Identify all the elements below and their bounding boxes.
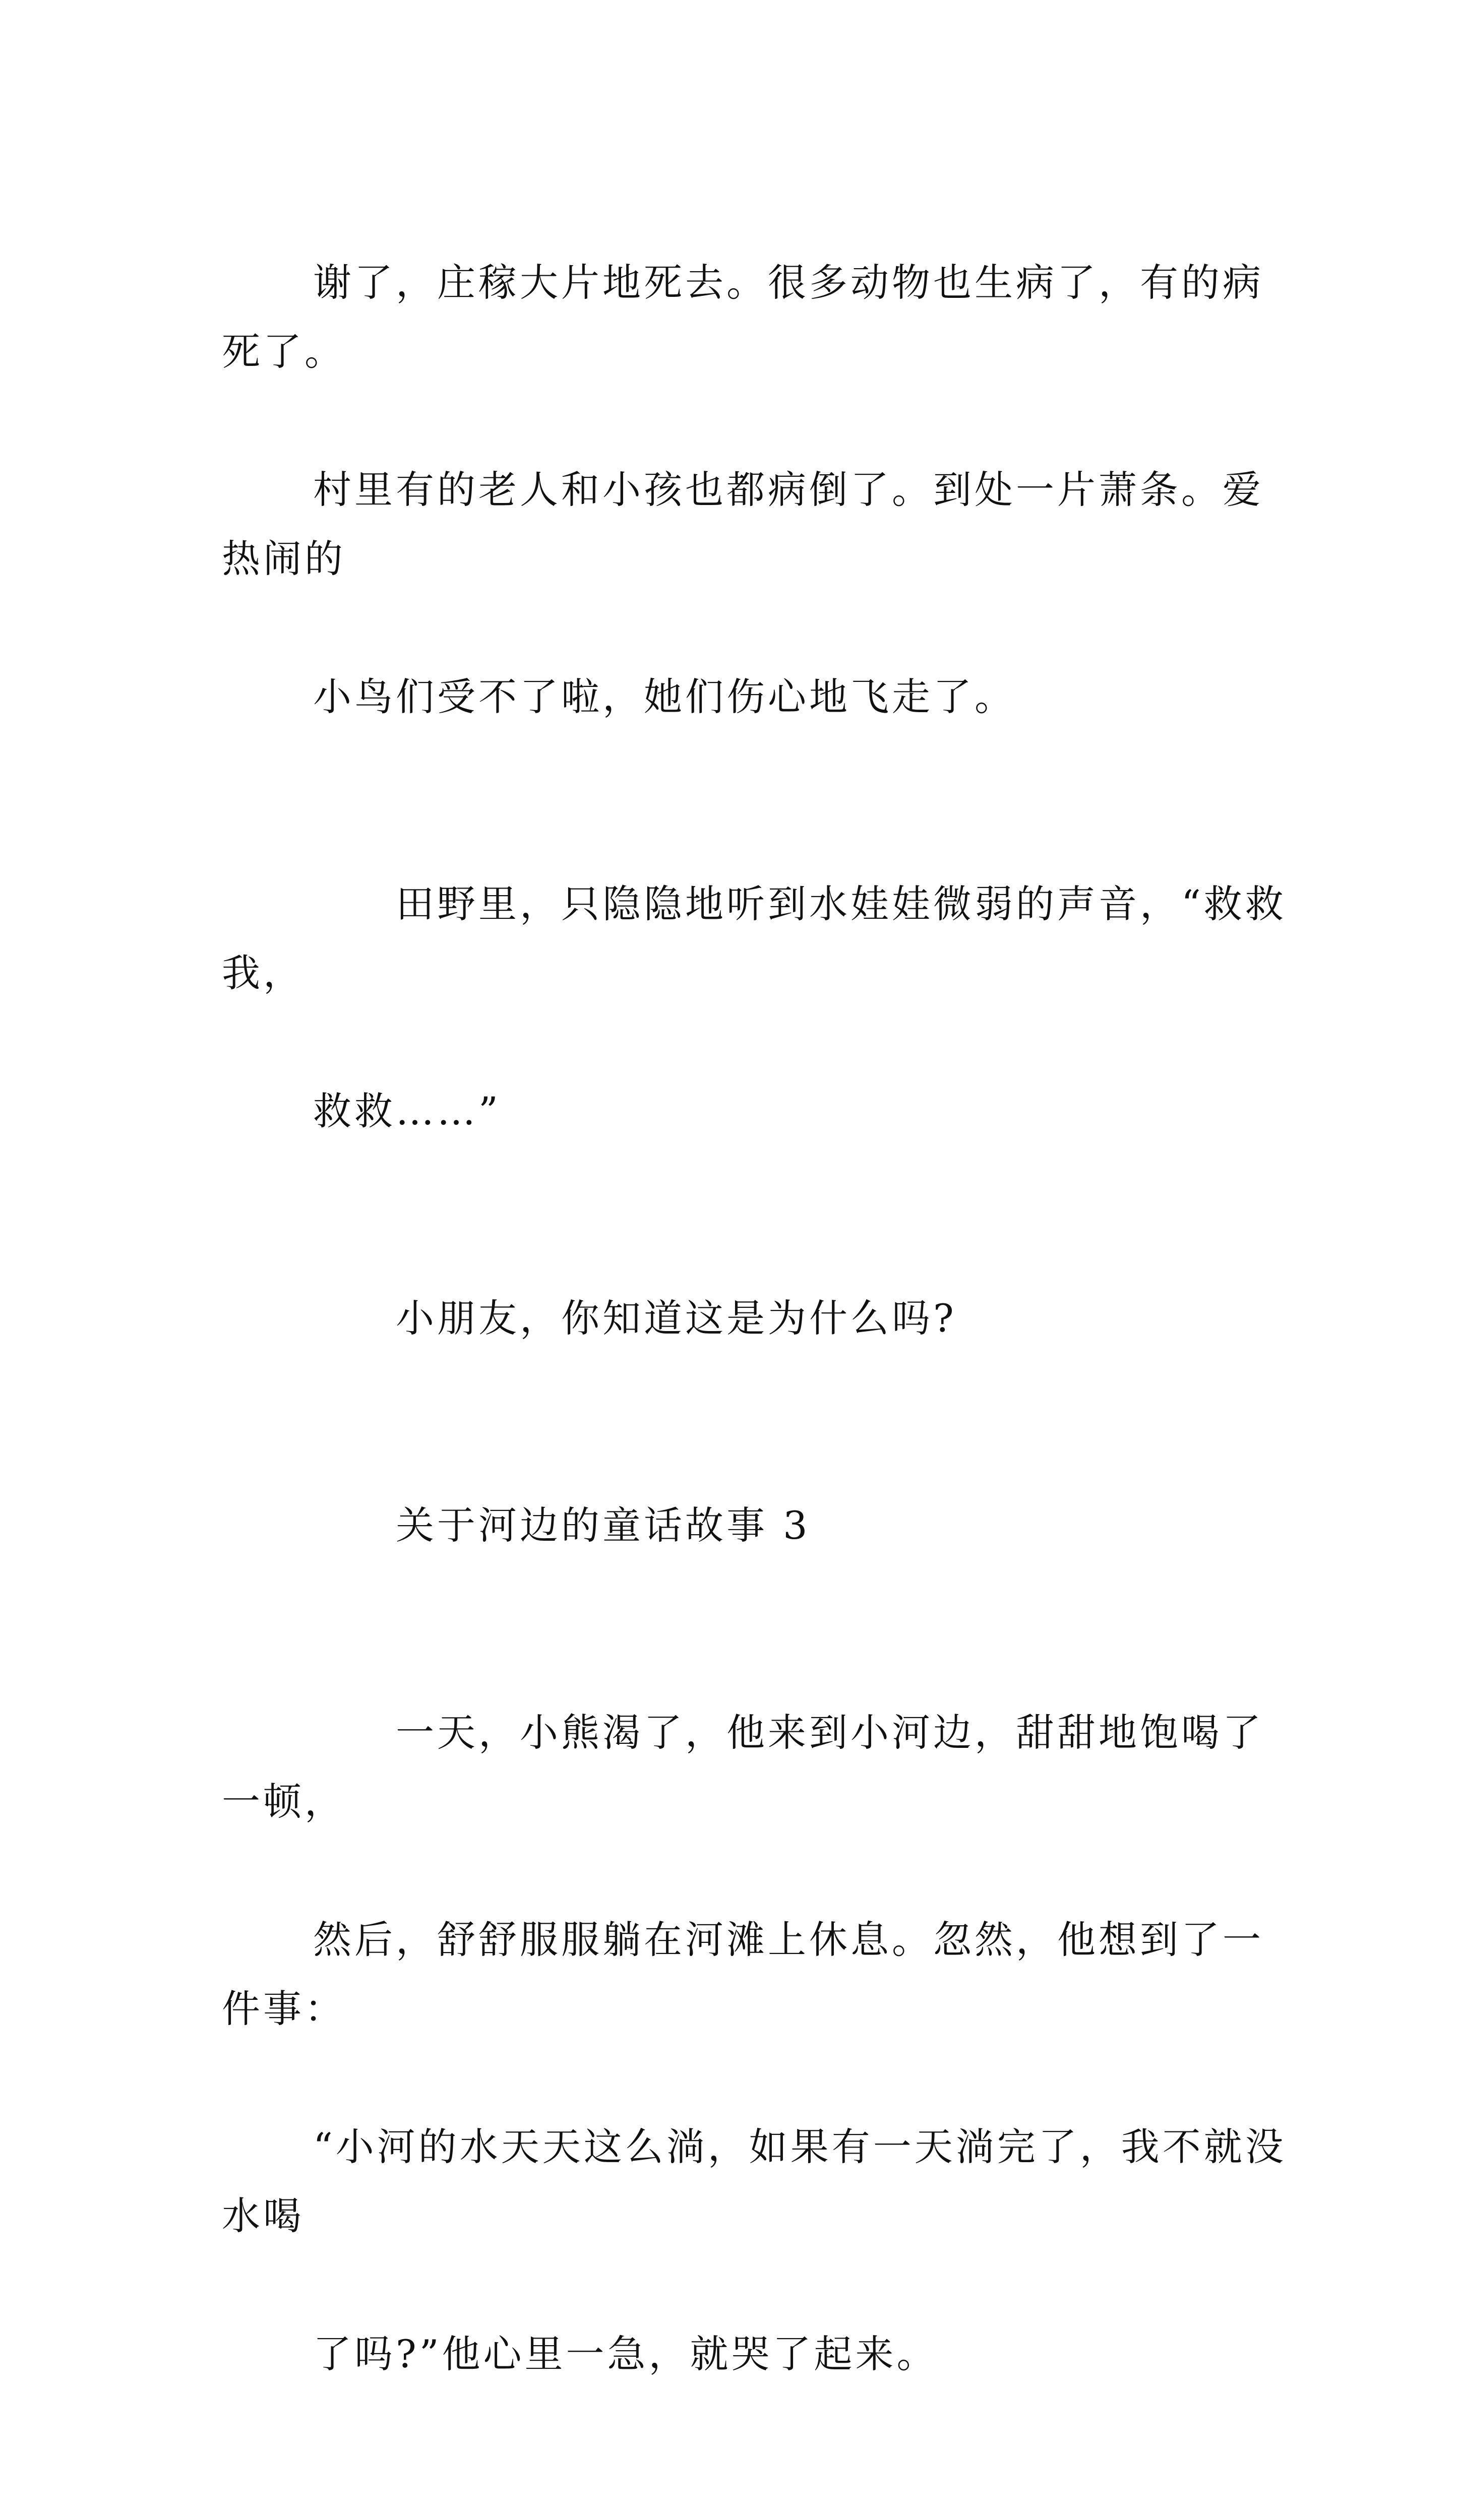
section-heading xyxy=(222,1422,1291,1629)
text-line: 田野里，只隐隐地听到水娃娃微弱的声音，“救救我， xyxy=(222,881,1287,995)
text-line: 谢了，庄稼大片地死去。很多动物也生病了，有的病死了。 xyxy=(222,260,1264,374)
text-line: 小朋友，你知道这是为什么吗? xyxy=(313,1296,957,1341)
paragraph xyxy=(222,1629,1291,2458)
paragraph xyxy=(222,2458,1291,2520)
paragraph xyxy=(222,179,1291,800)
paragraph xyxy=(222,1215,1291,1422)
story-text xyxy=(222,179,1291,2520)
paragraph xyxy=(222,800,1291,1215)
text-line: 村里有的老人和小孩也都病倒了。到处一片萧条。爱热闹的 xyxy=(222,467,1264,581)
text-line: 关于河边的童话故事 3 xyxy=(313,1503,811,1548)
text-line: 小鸟们受不了啦，她们伤心地飞走了。 xyxy=(313,674,1016,719)
text-line: 救救……” xyxy=(313,1089,501,1133)
text-line: 了吗?”他心里一急，就哭了起来。 xyxy=(313,2332,938,2376)
text-line: 然后，舒舒服服躺在河滩上休息。忽然，他想到了一件事： xyxy=(222,1917,1264,2031)
text-line: “小河的水天天这么淌，如果有一天淌完了，我不就没水喝 xyxy=(222,2124,1287,2238)
text-line: 一天，小熊渴了，他来到小河边，甜甜地饱喝了一顿， xyxy=(222,1710,1264,1824)
